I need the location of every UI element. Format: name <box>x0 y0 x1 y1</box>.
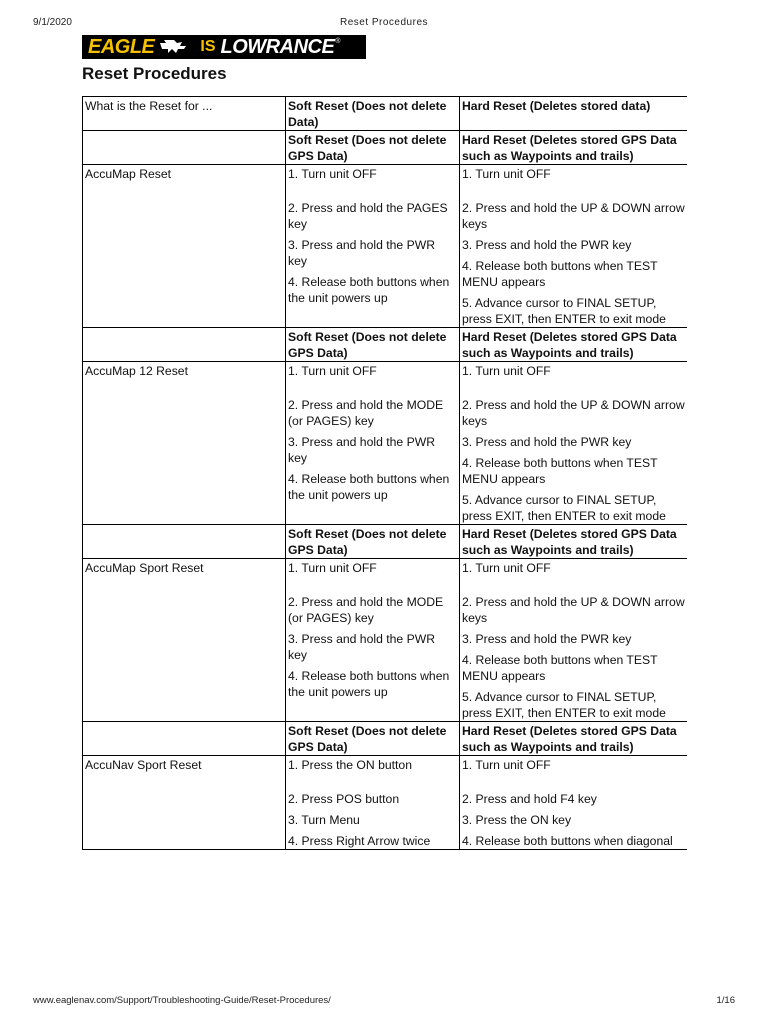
device-name-cell: AccuMap Sport Reset <box>83 559 286 722</box>
table-row <box>83 362 688 525</box>
soft-steps-cell <box>286 756 460 850</box>
table-row <box>83 559 688 722</box>
soft-step: 3. Press and hold the PWR key <box>288 632 435 662</box>
hard-steps-cell <box>460 165 688 328</box>
sub-hard-reset: Hard Reset (Deletes stored GPS Data such as Waypoints and trails) <box>460 722 688 756</box>
footer-url: www.eaglenav.com/Support/Troubleshooting-Guide/Reset-Procedures/ <box>33 995 331 1006</box>
device-name-cell: AccuMap Reset <box>83 165 286 328</box>
logo-registered-mark: ® <box>335 38 341 45</box>
soft-step <box>288 508 457 524</box>
sub-hard-reset: Hard Reset (Deletes stored GPS Data such as Waypoints and trails) <box>460 131 688 165</box>
hard-step: 2. Press and hold the UP & DOWN arrow keys <box>462 595 685 625</box>
soft-step: 2. Press and hold the MODE (or PAGES) key <box>288 595 444 625</box>
empty-cell <box>83 131 286 165</box>
sub-hard-reset: Hard Reset (Deletes stored GPS Data such as Waypoints and trails) <box>460 328 688 362</box>
soft-steps-cell <box>286 559 460 722</box>
print-header-title: Reset Procedures <box>339 17 429 28</box>
hard-steps-cell <box>460 756 688 850</box>
soft-step: 4. Press Right Arrow twice <box>288 834 431 848</box>
footer-page-number: 1/16 <box>716 995 735 1006</box>
soft-step: 2. Press and hold the MODE (or PAGES) key <box>288 398 444 428</box>
hard-step: 1. Turn unit OFF <box>462 561 551 575</box>
hard-step: 1. Turn unit OFF <box>462 167 551 181</box>
section-subheader-row <box>83 722 688 756</box>
section-subheader-row <box>83 525 688 559</box>
empty-cell <box>83 722 286 756</box>
soft-step: 1. Turn unit OFF <box>288 364 377 378</box>
hard-step: 4. Release both buttons when TEST MENU appears <box>462 456 658 486</box>
hard-step: 4. Release both buttons when TEST MENU appears <box>462 653 658 683</box>
header-cell-hard-reset: Hard Reset (Deletes stored data) <box>460 97 688 131</box>
section-subheader-row <box>83 131 688 165</box>
hard-step: 5. Advance cursor to FINAL SETUP, press EXIT, then ENTER to exit mode <box>462 493 666 523</box>
hard-step: 1. Turn unit OFF <box>462 758 551 772</box>
header-cell-purpose: What is the Reset for ... <box>83 97 286 131</box>
hard-step: 2. Press and hold the UP & DOWN arrow keys <box>462 398 685 428</box>
hard-step: 4. Release both buttons when TEST MENU appears <box>462 259 658 289</box>
soft-step: 3. Press and hold the PWR key <box>288 238 435 268</box>
soft-step: 4. Release both buttons when the unit powers up <box>288 472 450 502</box>
soft-step: 1. Turn unit OFF <box>288 167 377 181</box>
eagle-lowrance-logo <box>82 35 366 59</box>
soft-step <box>288 705 457 721</box>
hard-step: 4. Release both buttons when diagonal <box>462 834 673 848</box>
device-name-cell: AccuMap 12 Reset <box>83 362 286 525</box>
sub-soft-reset: Soft Reset (Does not delete GPS Data) <box>286 131 460 165</box>
hard-step: 2. Press and hold the UP & DOWN arrow keys <box>462 201 685 231</box>
section-subheader-row <box>83 328 688 362</box>
header-cell-soft-reset: Soft Reset (Does not delete Data) <box>286 97 460 131</box>
soft-steps-cell <box>286 362 460 525</box>
hard-step: 1. Turn unit OFF <box>462 364 551 378</box>
page-title: Reset Procedures <box>82 64 227 83</box>
logo-brand: EAGLE <box>88 35 155 58</box>
soft-step: 2. Press POS button <box>288 792 400 806</box>
table-header-row <box>83 97 688 131</box>
hard-step: 3. Press the ON key <box>462 813 572 827</box>
reset-table-container <box>82 96 687 990</box>
soft-step: 1. Press the ON button <box>288 758 412 772</box>
hard-step: 3. Press and hold the PWR key <box>462 632 632 646</box>
soft-steps-cell <box>286 165 460 328</box>
device-name-cell: AccuNav Sport Reset <box>83 756 286 850</box>
sub-soft-reset: Soft Reset (Does not delete GPS Data) <box>286 328 460 362</box>
table-row <box>83 756 688 850</box>
sub-soft-reset: Soft Reset (Does not delete GPS Data) <box>286 722 460 756</box>
soft-step: 2. Press and hold the PAGES key <box>288 201 448 231</box>
table-row <box>83 165 688 328</box>
hard-steps-cell <box>460 559 688 722</box>
soft-step: 4. Release both buttons when the unit powers up <box>288 669 450 699</box>
hard-step: 3. Press and hold the PWR key <box>462 238 632 252</box>
fish-icon <box>158 39 188 55</box>
empty-cell <box>83 328 286 362</box>
logo-joiner: IS <box>200 38 216 55</box>
soft-step: 1. Turn unit OFF <box>288 561 377 575</box>
hard-step: 5. Advance cursor to FINAL SETUP, press EXIT, then ENTER to exit mode <box>462 296 666 326</box>
print-date: 9/1/2020 <box>33 17 72 28</box>
soft-step: 4. Release both buttons when the unit powers up <box>288 275 450 305</box>
soft-step: 3. Turn Menu <box>288 813 360 827</box>
hard-steps-cell <box>460 362 688 525</box>
soft-step: 3. Press and hold the PWR key <box>288 435 435 465</box>
sub-soft-reset: Soft Reset (Does not delete GPS Data) <box>286 525 460 559</box>
hard-step: 5. Advance cursor to FINAL SETUP, press EXIT, then ENTER to exit mode <box>462 690 666 720</box>
logo-parent: LOWRANCE <box>220 35 335 58</box>
hard-step: 2. Press and hold F4 key <box>462 792 597 806</box>
empty-cell <box>83 525 286 559</box>
soft-step <box>288 311 457 327</box>
hard-step: 3. Press and hold the PWR key <box>462 435 632 449</box>
sub-hard-reset: Hard Reset (Deletes stored GPS Data such as Waypoints and trails) <box>460 525 688 559</box>
reset-procedures-table <box>82 96 687 850</box>
